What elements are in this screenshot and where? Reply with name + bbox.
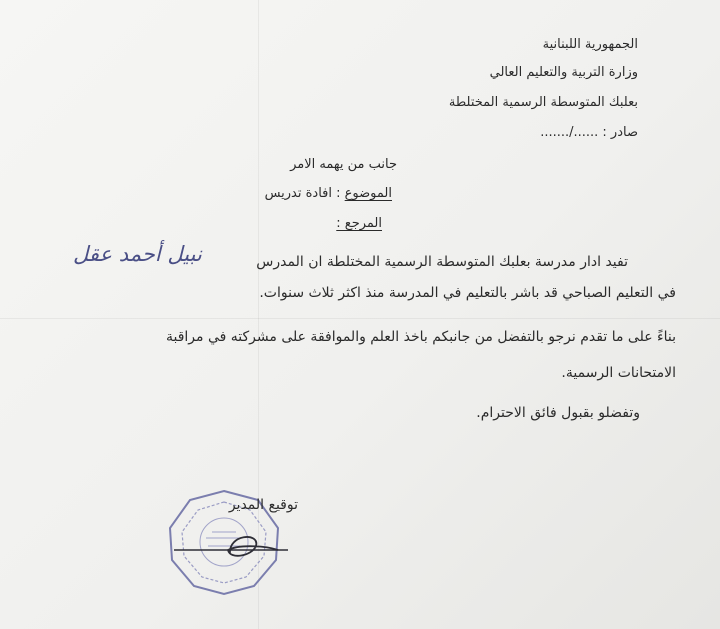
body-line-3: بناءً على ما تقدم نرجو بالتفضل من جانبكم باخذ العلم والموافقة على مشركته في مراقبة: [165, 329, 676, 345]
teacher-name-handwritten: نبيل أحمد عقل: [73, 242, 202, 266]
signature-label: توقيع المدير: [228, 497, 298, 513]
body-line-4: الامتحانات الرسمية.: [561, 365, 676, 381]
subject-value: : افادة تدريس: [264, 186, 341, 201]
horizontal-fold: [0, 318, 720, 319]
header-ministry: وزارة التربية والتعليم العالي: [489, 65, 638, 80]
addressee: جانب من يهمه الامر: [290, 157, 397, 172]
header-reference-number: صادر : ....../.......: [540, 125, 638, 140]
subject-line: [265, 185, 392, 203]
header-country: الجمهورية اللبنانية: [542, 37, 638, 52]
subject-label: الموضوع: [344, 186, 392, 201]
closing-line: وتفضلو بقبول فائق الاحترام.: [476, 405, 640, 421]
header-school: بعلبك المتوسطة الرسمية المختلطة: [448, 95, 638, 110]
director-signature-icon: [170, 520, 320, 570]
body-line-1: تفيد ادار مدرسة بعلبك المتوسطة الرسمية المختلطة ان المدرس: [256, 254, 628, 270]
reference-label: المرجع :: [336, 216, 382, 231]
body-line-2: في التعليم الصباحي قد باشر بالتعليم في المدرسة منذ اكثر ثلاث سنوات.: [259, 285, 676, 301]
